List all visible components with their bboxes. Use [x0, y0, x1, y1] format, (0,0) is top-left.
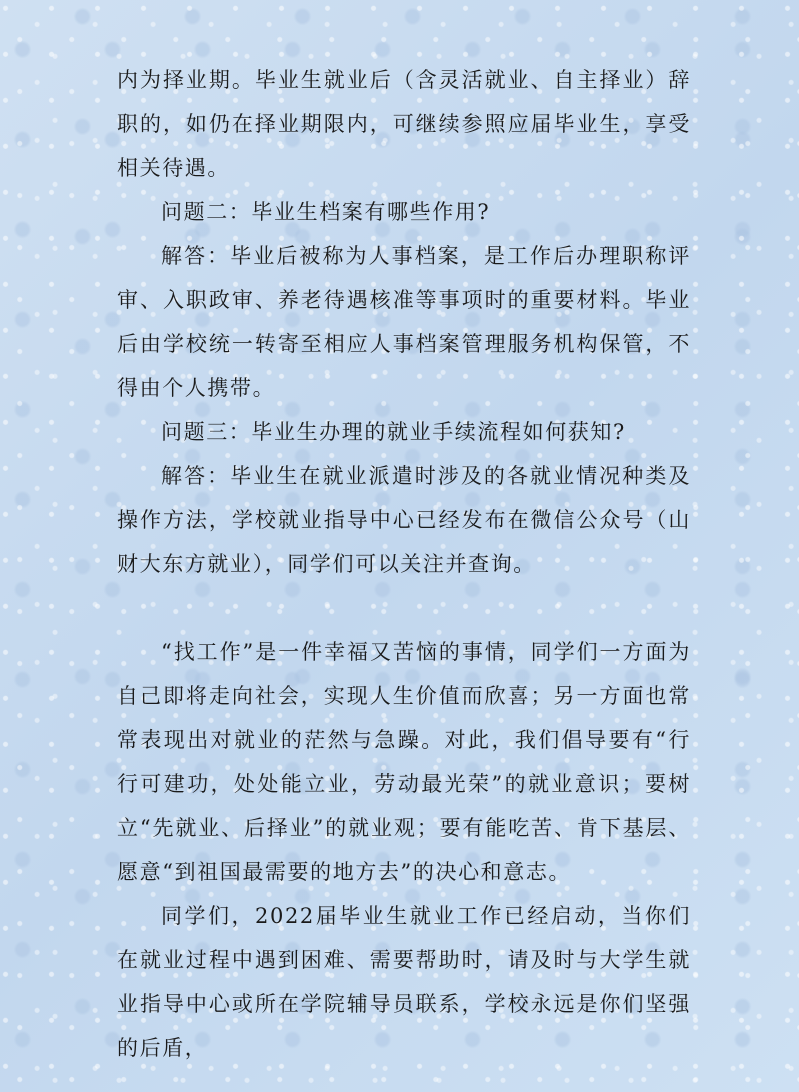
paragraph-continuation: 内为择业期。毕业生就业后（含灵活就业、自主择业）辞职的，如仍在择业期限内，可继续参照应届毕业生，享受相关待遇。 — [117, 68, 691, 180]
question-two: 问题二：毕业生档案有哪些作用? — [161, 200, 491, 224]
answer-two: 解答：毕业后被称为人事档案，是工作后办理职称评审、入职政审、养老待遇核准等事项时的重要材料。毕业后由学校统一转寄至相应人事档案管理服务机构保管，不得由个人携带。 — [117, 244, 691, 400]
answer-three: 解答：毕业生在就业派遣时涉及的各就业情况种类及操作方法，学校就业指导中心已经发布在微信公众号（山财大东方就业），同学们可以关注并查询。 — [117, 464, 691, 576]
document-body — [117, 58, 691, 1070]
closing-paragraph: 同学们，2022届毕业生就业工作已经启动，当你们在就业过程中遇到困难、需要帮助时，请及时与大学生就业指导中心或所在学院辅导员联系，学校永远是你们坚强的后盾， — [117, 904, 691, 1060]
job-seeking-paragraph: “找工作”是一件幸福又苦恼的事情，同学们一方面为自己即将走向社会，实现人生价值而欣喜；另一方面也常常表现出对就业的茫然与急躁。对此，我们倡导要有“行行可建功，处处能立业，劳动最光荣”的就业意识；要树立“先就业、后择业”的就业观；要有能吃苦、肯下基层、愿意“到祖国最需要的地方去”的决心和意志。 — [117, 640, 691, 884]
paragraph-spacer — [117, 586, 691, 630]
question-three: 问题三：毕业生办理的就业手续流程如何获知? — [161, 420, 626, 444]
